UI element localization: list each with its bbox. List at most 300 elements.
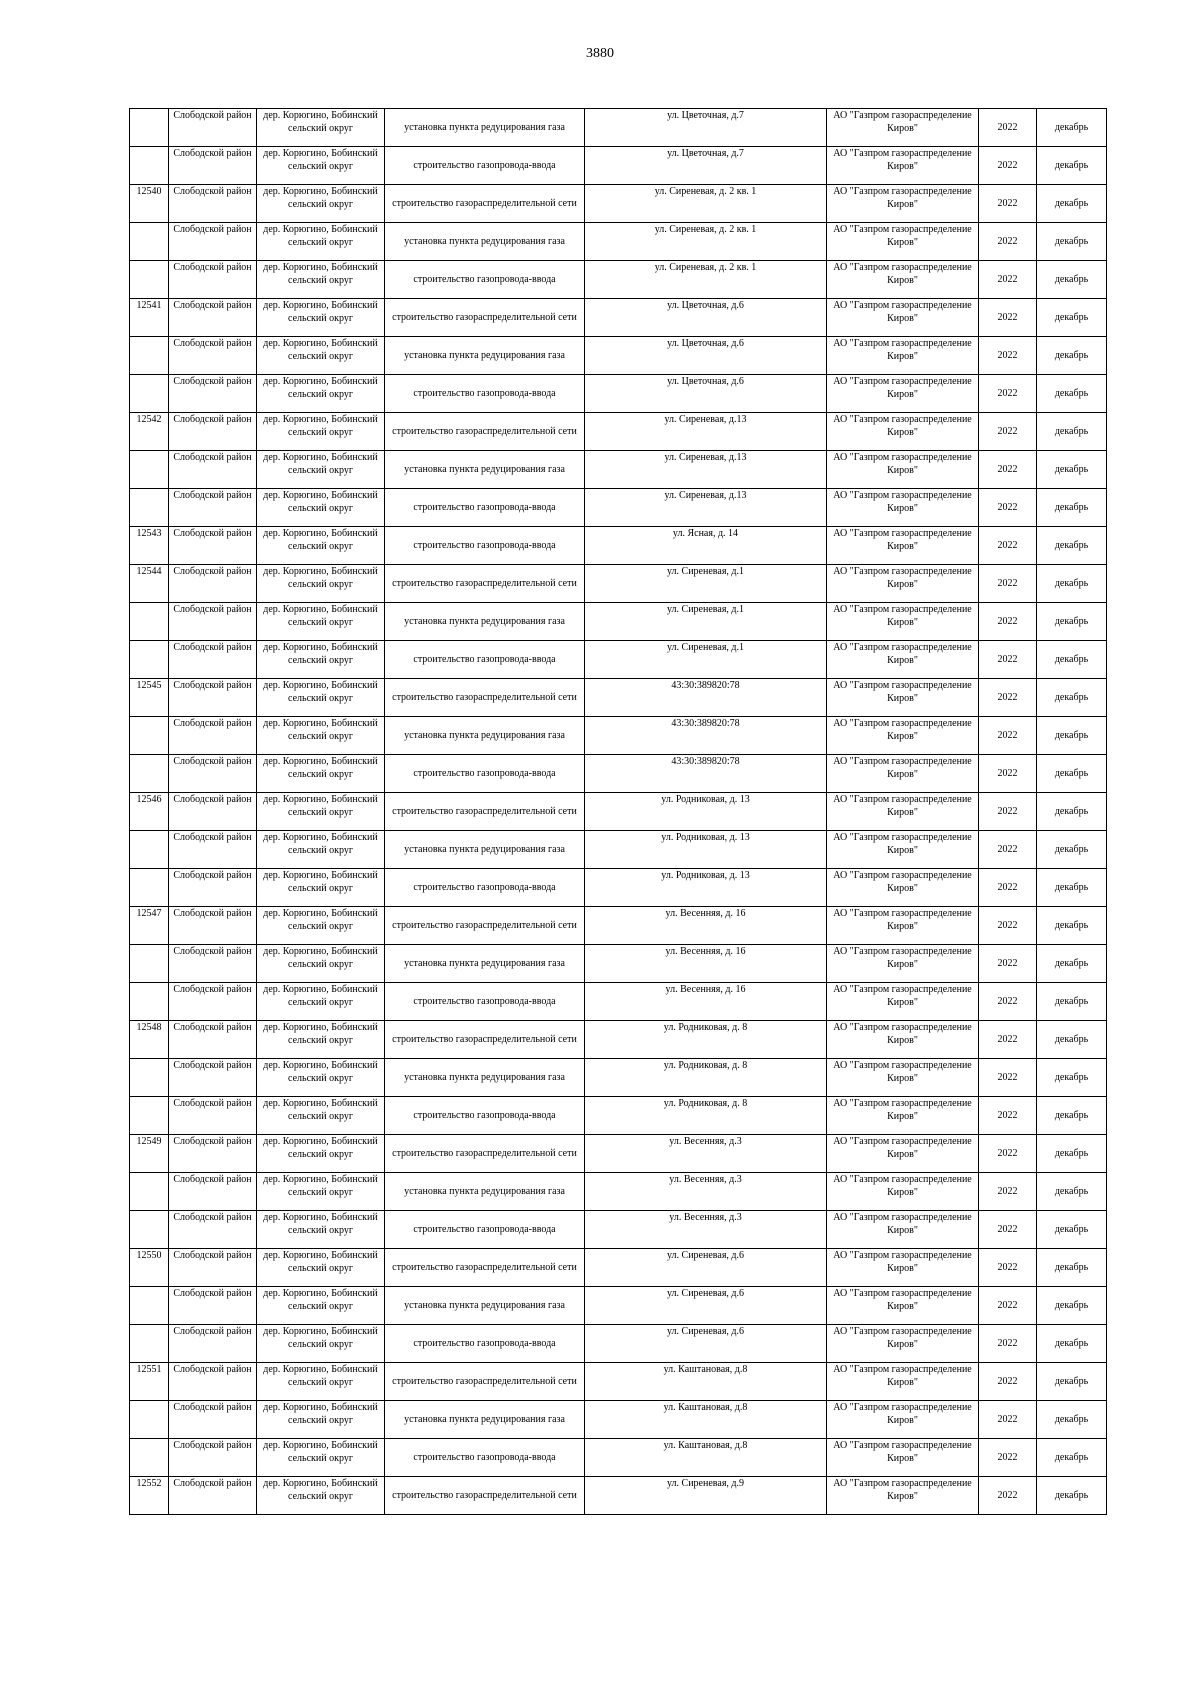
cell-locality-text: дер. Корюгино, Бобинский сельский округ [263,1440,378,1464]
cell-district-text: Слободской район [173,300,252,311]
cell-district [169,109,257,147]
cell-address-text: ул. Цветочная, д.6 [667,376,744,387]
cell-address [585,565,827,603]
cell-year [979,945,1037,983]
cell-organization-text: АО "Газпром газораспределение Киров" [833,1402,972,1426]
cell-district [169,261,257,299]
cell-district [169,755,257,793]
cell-year-text: 2022 [997,122,1018,133]
cell-address [585,147,827,185]
table-row [130,375,1107,413]
cell-year [979,869,1037,907]
cell-locality-text: дер. Корюгино, Бобинский сельский округ [263,642,378,666]
cell-year-text: 2022 [997,1034,1018,1045]
cell-organization-text: АО "Газпром газораспределение Киров" [833,642,972,666]
cell-month-text: декабрь [1054,426,1089,437]
cell-work-type [385,1059,585,1097]
table-row [130,641,1107,679]
cell-year-text: 2022 [997,806,1018,817]
cell-work-type [385,261,585,299]
cell-organization [827,1135,979,1173]
cell-organization [827,755,979,793]
cell-address [585,223,827,261]
cell-locality-text: дер. Корюгино, Бобинский сельский округ [263,832,378,856]
cell-work-type-text: установка пункта редуцирования газа [404,1186,565,1197]
cell-year-text: 2022 [997,1186,1018,1197]
cell-object-number [130,1211,169,1249]
cell-address [585,793,827,831]
cell-address [585,1401,827,1439]
cell-locality [257,1363,385,1401]
cell-organization-text: АО "Газпром газораспределение Киров" [833,1326,972,1350]
cell-organization-text: АО "Газпром газораспределение Киров" [833,718,972,742]
cell-object-number-text: 12546 [136,794,162,805]
cell-organization [827,261,979,299]
cell-month-text: декабрь [1054,1224,1089,1235]
cell-locality [257,755,385,793]
cell-district [169,869,257,907]
cell-year-text: 2022 [997,388,1018,399]
cell-year-text: 2022 [997,1262,1018,1273]
cell-year-text: 2022 [997,1490,1018,1501]
cell-object-number-text: 12552 [136,1478,162,1489]
cell-month [1037,679,1107,717]
cell-district-text: Слободской район [173,604,252,615]
cell-organization-text: АО "Газпром газораспределение Киров" [833,1288,972,1312]
cell-locality [257,1439,385,1477]
cell-year-text: 2022 [997,616,1018,627]
cell-district-text: Слободской район [173,490,252,501]
cell-organization [827,451,979,489]
cell-organization-text: АО "Газпром газораспределение Киров" [833,680,972,704]
cell-year-text: 2022 [997,1110,1018,1121]
cell-year-text: 2022 [997,426,1018,437]
cell-address-text: ул. Сиреневая, д.1 [666,642,745,653]
cell-month-text: декабрь [1054,312,1089,323]
cell-district [169,1287,257,1325]
cell-district-text: Слободской район [173,1212,252,1223]
cell-year [979,603,1037,641]
cell-month [1037,717,1107,755]
cell-work-type-text: строительство газораспределительной сети [392,692,577,703]
cell-district [169,641,257,679]
cell-object-number [130,717,169,755]
cell-month [1037,603,1107,641]
cell-address [585,603,827,641]
cell-work-type [385,641,585,679]
cell-object-number [130,1097,169,1135]
cell-organization [827,603,979,641]
cell-organization [827,945,979,983]
cell-organization-text: АО "Газпром газораспределение Киров" [833,414,972,438]
cell-organization-text: АО "Газпром газораспределение Киров" [833,300,972,324]
cell-object-number [130,1439,169,1477]
cell-address [585,983,827,1021]
cell-organization [827,1477,979,1515]
cell-work-type-text: установка пункта редуцирования газа [404,236,565,247]
cell-work-type-text: строительство газопровода-ввода [413,540,556,551]
cell-object-number-text: 12545 [136,680,162,691]
cell-district [169,413,257,451]
cell-locality [257,223,385,261]
cell-locality [257,185,385,223]
cell-district [169,793,257,831]
cell-year [979,109,1037,147]
cell-month [1037,1135,1107,1173]
cell-work-type [385,1325,585,1363]
cell-organization-text: АО "Газпром газораспределение Киров" [833,946,972,970]
cell-work-type [385,299,585,337]
cell-organization-text: АО "Газпром газораспределение Киров" [833,110,972,134]
cell-district-text: Слободской район [173,1326,252,1337]
cell-district [169,983,257,1021]
cell-locality-text: дер. Корюгино, Бобинский сельский округ [263,1022,378,1046]
table-row [130,1401,1107,1439]
cell-district [169,717,257,755]
cell-month-text: декабрь [1054,920,1089,931]
cell-object-number [130,185,169,223]
cell-month [1037,489,1107,527]
cell-month [1037,413,1107,451]
cell-object-number [130,565,169,603]
cell-year-text: 2022 [997,692,1018,703]
cell-work-type [385,1135,585,1173]
cell-work-type [385,1173,585,1211]
cell-address-text: ул. Цветочная, д.7 [667,110,744,121]
cell-work-type-text: установка пункта редуцирования газа [404,1300,565,1311]
cell-work-type [385,527,585,565]
cell-year [979,451,1037,489]
cell-locality [257,299,385,337]
cell-year-text: 2022 [997,1148,1018,1159]
table-row [130,755,1107,793]
cell-district [169,1439,257,1477]
cell-locality-text: дер. Корюгино, Бобинский сельский округ [263,604,378,628]
cell-month-text: декабрь [1054,730,1089,741]
cell-locality [257,793,385,831]
table-row [130,451,1107,489]
cell-year [979,1135,1037,1173]
cell-locality-text: дер. Корюгино, Бобинский сельский округ [263,1060,378,1084]
table-row [130,1477,1107,1515]
cell-organization-text: АО "Газпром газораспределение Киров" [833,832,972,856]
cell-work-type-text: установка пункта редуцирования газа [404,1414,565,1425]
cell-locality-text: дер. Корюгино, Бобинский сельский округ [263,1364,378,1388]
cell-organization-text: АО "Газпром газораспределение Киров" [833,604,972,628]
cell-organization [827,337,979,375]
cell-address [585,1477,827,1515]
cell-organization-text: АО "Газпром газораспределение Киров" [833,1212,972,1236]
cell-object-number [130,527,169,565]
cell-year-text: 2022 [997,236,1018,247]
cell-district-text: Слободской район [173,566,252,577]
cell-district [169,1401,257,1439]
cell-locality-text: дер. Корюгино, Бобинский сельский округ [263,870,378,894]
cell-month-text: декабрь [1054,844,1089,855]
table-row [130,109,1107,147]
cell-organization [827,717,979,755]
cell-object-number-text: 12542 [136,414,162,425]
cell-work-type [385,603,585,641]
cell-district [169,1173,257,1211]
cell-district [169,1211,257,1249]
cell-locality-text: дер. Корюгино, Бобинский сельский округ [263,490,378,514]
cell-organization [827,983,979,1021]
cell-year [979,1401,1037,1439]
cell-address [585,1097,827,1135]
table-row [130,1439,1107,1477]
cell-locality [257,1173,385,1211]
cell-object-number [130,1401,169,1439]
cell-work-type-text: строительство газопровода-ввода [413,1452,556,1463]
cell-object-number [130,907,169,945]
cell-locality [257,907,385,945]
cell-object-number-text: 12549 [136,1136,162,1147]
cell-address [585,1173,827,1211]
cell-organization [827,869,979,907]
cell-month-text: декабрь [1054,198,1089,209]
cell-organization-text: АО "Газпром газораспределение Киров" [833,1022,972,1046]
cell-month [1037,565,1107,603]
cell-organization [827,147,979,185]
table-row [130,413,1107,451]
cell-work-type [385,793,585,831]
cell-year [979,565,1037,603]
cell-work-type [385,945,585,983]
cell-month-text: декабрь [1054,502,1089,513]
cell-address [585,869,827,907]
cell-year [979,185,1037,223]
cell-year-text: 2022 [997,1376,1018,1387]
cell-district-text: Слободской район [173,1022,252,1033]
cell-address [585,1439,827,1477]
cell-address [585,1363,827,1401]
cell-organization-text: АО "Газпром газораспределение Киров" [833,528,972,552]
cell-object-number [130,147,169,185]
table-row [130,223,1107,261]
cell-object-number [130,413,169,451]
table-row [130,1325,1107,1363]
cell-month-text: декабрь [1054,1376,1089,1387]
cell-year-text: 2022 [997,160,1018,171]
cell-locality [257,1249,385,1287]
cell-district-text: Слободской район [173,908,252,919]
cell-locality [257,1059,385,1097]
cell-address-text: ул. Сиреневая, д.6 [666,1250,745,1261]
cell-locality-text: дер. Корюгино, Бобинский сельский округ [263,452,378,476]
cell-organization [827,185,979,223]
cell-month-text: декабрь [1054,1338,1089,1349]
cell-locality-text: дер. Корюгино, Бобинский сельский округ [263,1288,378,1312]
cell-district [169,1477,257,1515]
cell-month-text: декабрь [1054,1148,1089,1159]
cell-object-number [130,603,169,641]
cell-address-text: ул. Сиреневая, д. 2 кв. 1 [654,262,757,273]
cell-locality-text: дер. Корюгино, Бобинский сельский округ [263,224,378,248]
cell-address [585,1211,827,1249]
cell-locality-text: дер. Корюгино, Бобинский сельский округ [263,680,378,704]
cell-organization-text: АО "Газпром газораспределение Киров" [833,1098,972,1122]
cell-work-type-text: строительство газораспределительной сети [392,1148,577,1159]
cell-month-text: декабрь [1054,540,1089,551]
cell-work-type [385,983,585,1021]
cell-organization-text: АО "Газпром газораспределение Киров" [833,376,972,400]
cell-address [585,489,827,527]
cell-work-type [385,451,585,489]
cell-month-text: декабрь [1054,274,1089,285]
cell-work-type-text: установка пункта редуцирования газа [404,122,565,133]
cell-locality [257,527,385,565]
cell-work-type [385,831,585,869]
cell-address-text: ул. Цветочная, д.6 [667,338,744,349]
cell-address-text: ул. Родниковая, д. 13 [661,832,750,843]
cell-month-text: декабрь [1054,578,1089,589]
cell-locality-text: дер. Корюгино, Бобинский сельский округ [263,946,378,970]
cell-year [979,717,1037,755]
cell-district [169,907,257,945]
cell-address [585,831,827,869]
cell-locality [257,451,385,489]
cell-month [1037,907,1107,945]
cell-month-text: декабрь [1054,958,1089,969]
cell-month-text: декабрь [1054,1414,1089,1425]
cell-address [585,1287,827,1325]
cell-work-type-text: строительство газораспределительной сети [392,1376,577,1387]
cell-month-text: декабрь [1054,1452,1089,1463]
cell-year-text: 2022 [997,958,1018,969]
cell-district [169,1021,257,1059]
cell-month [1037,147,1107,185]
cell-locality-text: дер. Корюгино, Бобинский сельский округ [263,1174,378,1198]
cell-address-text: ул. Родниковая, д. 8 [663,1022,748,1033]
cell-locality-text: дер. Корюгино, Бобинский сельский округ [263,1326,378,1350]
cell-month [1037,1249,1107,1287]
cell-organization [827,1287,979,1325]
cell-district-text: Слободской район [173,718,252,729]
table-row [130,945,1107,983]
cell-year [979,641,1037,679]
cell-organization [827,831,979,869]
cell-organization-text: АО "Газпром газораспределение Киров" [833,870,972,894]
cell-locality-text: дер. Корюгино, Бобинский сельский округ [263,186,378,210]
cell-month-text: декабрь [1054,160,1089,171]
cell-organization-text: АО "Газпром газораспределение Киров" [833,756,972,780]
cell-work-type [385,1287,585,1325]
cell-work-type-text: установка пункта редуцирования газа [404,1072,565,1083]
cell-organization [827,1097,979,1135]
cell-district-text: Слободской район [173,1288,252,1299]
cell-work-type [385,1211,585,1249]
table-row [130,147,1107,185]
cell-locality [257,375,385,413]
cell-address [585,717,827,755]
cell-year-text: 2022 [997,350,1018,361]
cell-address [585,641,827,679]
cell-year [979,679,1037,717]
cell-address-text: ул. Весенняя, д.3 [669,1212,742,1223]
cell-month-text: декабрь [1054,806,1089,817]
cell-year-text: 2022 [997,1072,1018,1083]
cell-month-text: декабрь [1054,350,1089,361]
cell-address [585,451,827,489]
cell-district-text: Слободской район [173,338,252,349]
cell-work-type [385,1363,585,1401]
cell-locality-text: дер. Корюгино, Бобинский сельский округ [263,1212,378,1236]
cell-work-type [385,1439,585,1477]
cell-district-text: Слободской район [173,1440,252,1451]
cell-month [1037,1211,1107,1249]
cell-year-text: 2022 [997,654,1018,665]
cell-address-text: ул. Цветочная, д.7 [667,148,744,159]
cell-district [169,1249,257,1287]
cell-year-text: 2022 [997,502,1018,513]
cell-locality-text: дер. Корюгино, Бобинский сельский округ [263,376,378,400]
cell-organization-text: АО "Газпром газораспределение Киров" [833,224,972,248]
cell-month-text: декабрь [1054,616,1089,627]
cell-object-number [130,1021,169,1059]
table-row [130,337,1107,375]
cell-district-text: Слободской район [173,832,252,843]
cell-locality-text: дер. Корюгино, Бобинский сельский округ [263,1402,378,1426]
cell-work-type [385,755,585,793]
cell-month [1037,375,1107,413]
cell-address [585,945,827,983]
cell-object-number [130,1249,169,1287]
cell-year [979,1363,1037,1401]
cell-organization [827,793,979,831]
cell-month [1037,223,1107,261]
cell-month-text: декабрь [1054,768,1089,779]
cell-month [1037,337,1107,375]
cell-district [169,679,257,717]
cell-locality [257,1287,385,1325]
cell-address-text: ул. Весенняя, д.3 [669,1136,742,1147]
cell-address-text: ул. Родниковая, д. 8 [663,1060,748,1071]
cell-month [1037,641,1107,679]
cell-district [169,375,257,413]
cell-work-type-text: строительство газопровода-ввода [413,502,556,513]
cell-address-text: 43:30:389820:78 [671,756,740,767]
table-row [130,565,1107,603]
cell-organization [827,375,979,413]
cell-district-text: Слободской район [173,870,252,881]
cell-work-type-text: строительство газораспределительной сети [392,920,577,931]
cell-work-type [385,1021,585,1059]
cell-organization [827,1325,979,1363]
cell-year-text: 2022 [997,578,1018,589]
cell-work-type-text: установка пункта редуцирования газа [404,464,565,475]
cell-district [169,565,257,603]
cell-object-number [130,1477,169,1515]
cell-object-number [130,1173,169,1211]
cell-district-text: Слободской район [173,376,252,387]
cell-address-text: ул. Цветочная, д.6 [667,300,744,311]
table-row [130,603,1107,641]
cell-district-text: Слободской район [173,946,252,957]
cell-district [169,185,257,223]
cell-district-text: Слободской район [173,528,252,539]
cell-year-text: 2022 [997,1452,1018,1463]
cell-month-text: декабрь [1054,1110,1089,1121]
cell-month [1037,1173,1107,1211]
cell-locality-text: дер. Корюгино, Бобинский сельский округ [263,338,378,362]
cell-object-number-text: 12551 [136,1364,162,1375]
cell-address [585,109,827,147]
cell-address [585,261,827,299]
table-row [130,793,1107,831]
cell-year-text: 2022 [997,1414,1018,1425]
cell-organization [827,1021,979,1059]
